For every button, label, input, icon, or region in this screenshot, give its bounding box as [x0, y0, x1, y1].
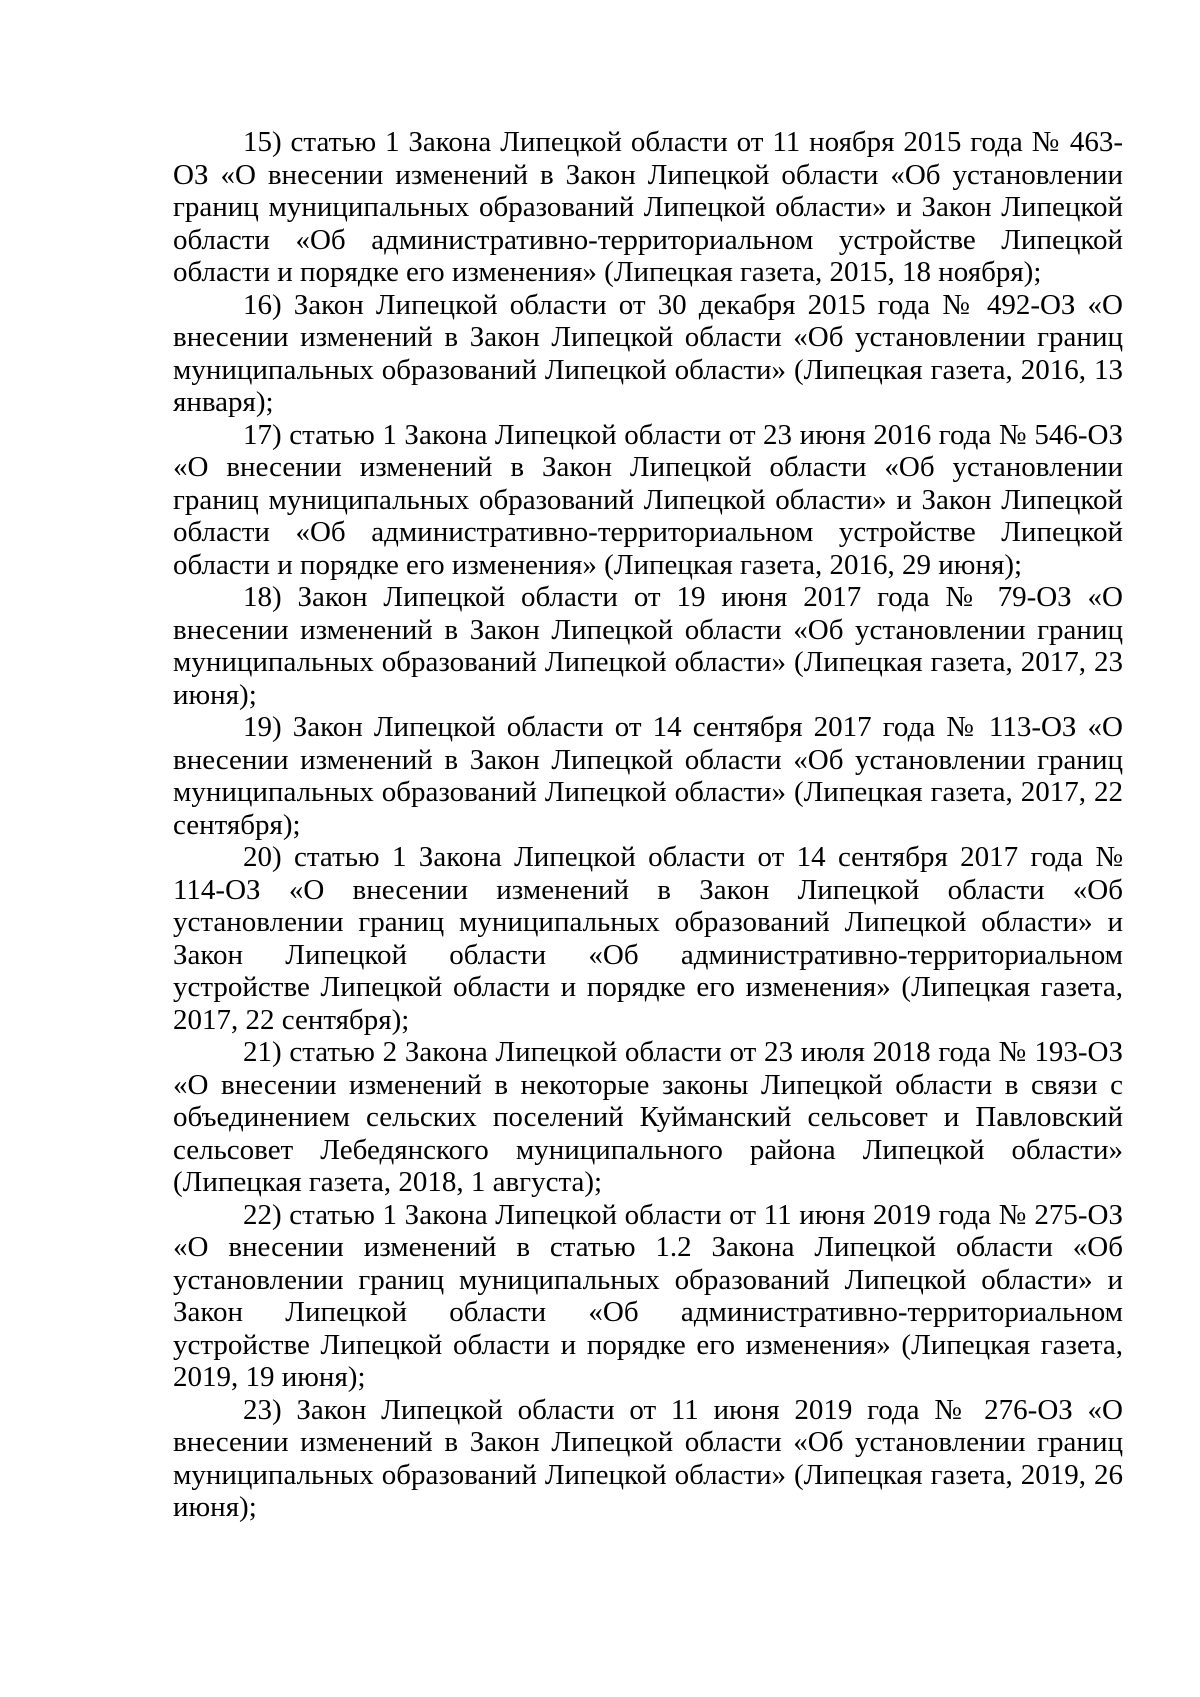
list-item-19: 19) Закон Липецкой области от 14 сентября 2017 года № 113-ОЗ «О внесении изменений в Закон Липецкой области «Об установлении границ муниципальных образований Липецкой области» (Липецкая газета, 2017, 22 сентября); [173, 711, 1123, 841]
list-item-18: 18) Закон Липецкой области от 19 июня 2017 года № 79-ОЗ «О внесении изменений в Закон Липецкой области «Об установлении границ муниципальных образований Липецкой области» (Липецкая газета, 2017, 23 июня); [173, 581, 1123, 711]
list-item-20: 20) статью 1 Закона Липецкой области от 14 сентября 2017 года № 114-ОЗ «О внесении изменений в Закон Липецкой области «Об установлении границ муниципальных образований Липецкой области» и Закон Липецкой области «Об административно-территориальном устройстве Липецкой области и порядке его изменения» (Липецкая газета, 2017, 22 сентября); [173, 841, 1123, 1036]
list-item-17: 17) статью 1 Закона Липецкой области от 23 июня 2016 года № 546-ОЗ «О внесении изменений в Закон Липецкой области «Об установлении границ муниципальных образований Липецкой области» и Закон Липецкой области «Об административно-территориальном устройстве Липецкой области и порядке его изменения» (Липецкая газета, 2016, 29 июня); [173, 418, 1123, 581]
list-item-16: 16) Закон Липецкой области от 30 декабря 2015 года № 492-ОЗ «О внесении изменений в Закон Липецкой области «Об установлении границ муниципальных образований Липецкой области» (Липецкая газета, 2016, 13 января); [173, 288, 1123, 418]
list-item-21: 21) статью 2 Закона Липецкой области от 23 июля 2018 года № 193-ОЗ «О внесении изменений в некоторые законы Липецкой области в связи с объединением сельских поселений Куйманский сельсовет и Павловский сельсовет Лебедянского муниципального района Липецкой области» (Липецкая газета, 2018, 1 августа); [173, 1036, 1123, 1198]
document-page [173, 126, 1123, 1524]
list-item-15: 15) статью 1 Закона Липецкой области от 11 ноября 2015 года № 463-ОЗ «О внесении изменений в Закон Липецкой области «Об установлении границ муниципальных образований Липецкой области» и Закон Липецкой области «Об административно-территориальном устройстве Липецкой области и порядке его изменения» (Липецкая газета, 2015, 18 ноября); [173, 126, 1123, 288]
list-item-23: 23) Закон Липецкой области от 11 июня 2019 года № 276-ОЗ «О внесении изменений в Закон Липецкой области «Об установлении границ муниципальных образований Липецкой области» (Липецкая газета, 2019, 26 июня); [173, 1393, 1123, 1523]
list-item-22: 22) статью 1 Закона Липецкой области от 11 июня 2019 года № 275-ОЗ «О внесении изменений в статью 1.2 Закона Липецкой области «Об установлении границ муниципальных образований Липецкой области» и Закон Липецкой области «Об административно-территориальном устройстве Липецкой области и порядке его изменения» (Липецкая газета, 2019, 19 июня); [173, 1198, 1123, 1393]
